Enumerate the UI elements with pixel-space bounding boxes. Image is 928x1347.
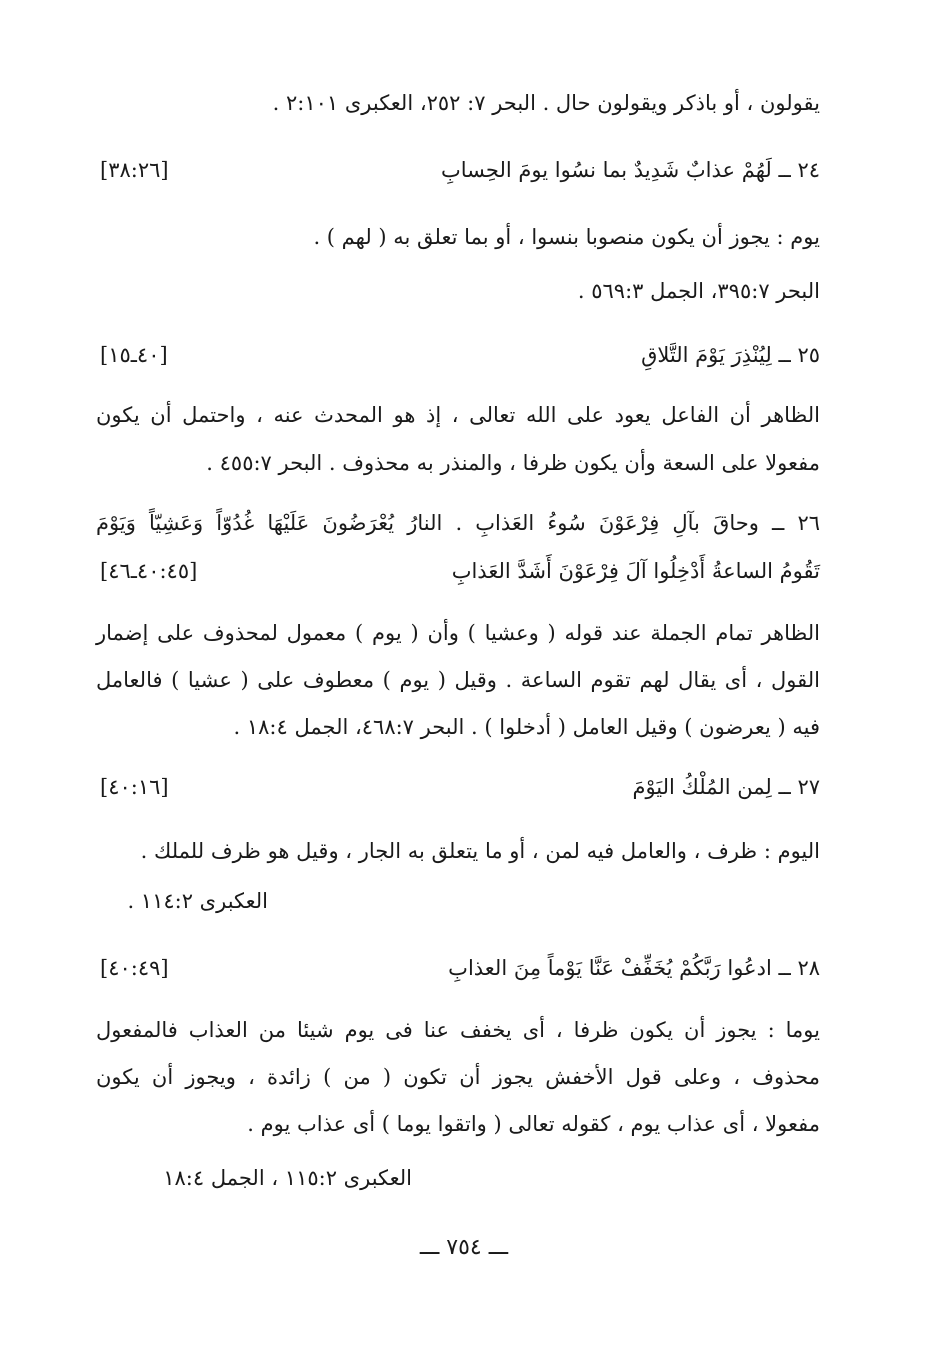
verse-reference: [٤٠:٤٥ـ٤٦]: [100, 559, 198, 583]
text-line: يوم : يجوز أن يكون منصوبا بنسوا ، أو بما تعلق به ( لهم ) .: [313, 225, 820, 249]
text-line: يوما : يجوز أن يكون ظرفا ، أى يخفف عنا فى يوم شيئا من العذاب فالمفعول: [96, 1018, 820, 1042]
verse-line: ٢٥ ــ لِيُنْذِرَ يَوْمَ التَّلاقِ: [641, 343, 820, 367]
text-line: يقولون ، أو باذكر ويقولون حال . البحر ٧: ٢٥٢، العكبرى ٢:١٠١ .: [272, 91, 820, 115]
verse-line: ٢٨ ــ ادعُوا رَبَّكُمْ يُخَفِّفْ عَنَّا يَوْماً مِنَ العذابِ: [448, 956, 820, 980]
text-line: مفعولا على السعة وأن يكون ظرفا ، والمنذر به محذوف . البحر ٤٥٥:٧ .: [206, 451, 820, 475]
text-line: الظاهر أن الفاعل يعود على الله تعالى ، إذ هو المحدث عنه ، واحتمل أن يكون: [96, 403, 820, 427]
verse-line: تَقُومُ الساعةُ أَدْخِلُوا آلَ فِرْعَوْنَ أَشَدَّ العَذابِ: [451, 559, 820, 583]
verse-line: ٢٤ ــ لَهُمْ عذابٌ شَدِيدٌ بما نسُوا يومَ الحِسابِ: [441, 158, 820, 182]
verse-reference: [٣٨:٢٦]: [100, 158, 169, 182]
verse-reference: [٤٠:٤٩]: [100, 956, 169, 980]
text-line: الظاهر تمام الجملة عند قوله ( وعشيا ) وأن ( يوم ) معمول لمحذوف على إضمار: [96, 621, 820, 645]
page-number: ـــ ٧٥٤ ـــ: [419, 1235, 509, 1260]
text-line: محذوف ، وعلى قول الأخفش يجوز أن تكون ( من ) زائدة ، ويجوز أن يكون: [96, 1065, 820, 1089]
source-line: البحر ٣٩٥:٧، الجمل ٥٦٩:٣ .: [577, 279, 820, 303]
text-line: اليوم : ظرف ، والعامل فيه لمن ، أو ما يتعلق به الجار ، وقيل هو ظرف للملك .: [140, 839, 820, 863]
verse-reference: [٤٠ـ١٥]: [100, 343, 168, 367]
verse-reference: [٤٠:١٦]: [100, 775, 169, 799]
text-line: فيه ( يعرضون ) وقيل العامل ( أدخلوا ) . البحر ٤٦٨:٧، الجمل ١٨:٤ .: [233, 715, 820, 739]
text-line: مفعولا ، أى عذاب يوم ، كقوله تعالى ( واتقوا يوما ) أى عذاب يوم .: [247, 1112, 820, 1136]
source-line: العكبرى ١١٤:٢ .: [127, 889, 268, 913]
text-line: القول ، أى يقال لهم تقوم الساعة . وقيل ( يوم ) معطوف على ( عشيا ) فالعامل: [96, 668, 820, 692]
source-line: العكبرى ١١٥:٢ ، الجمل ١٨:٤: [163, 1166, 412, 1190]
verse-line: ٢٧ ــ لِمن المُلْكُ اليَوْمَ: [632, 775, 820, 799]
verse-line: ٢٦ ــ وحاقَ بآلِ فِرْعَوْنَ سُوءُ العَذابِ . النارُ يُعْرَضُونَ عَلَيْهَا غُدُوّاً وَعَشِيّاً وَيَوْمَ: [96, 511, 820, 535]
